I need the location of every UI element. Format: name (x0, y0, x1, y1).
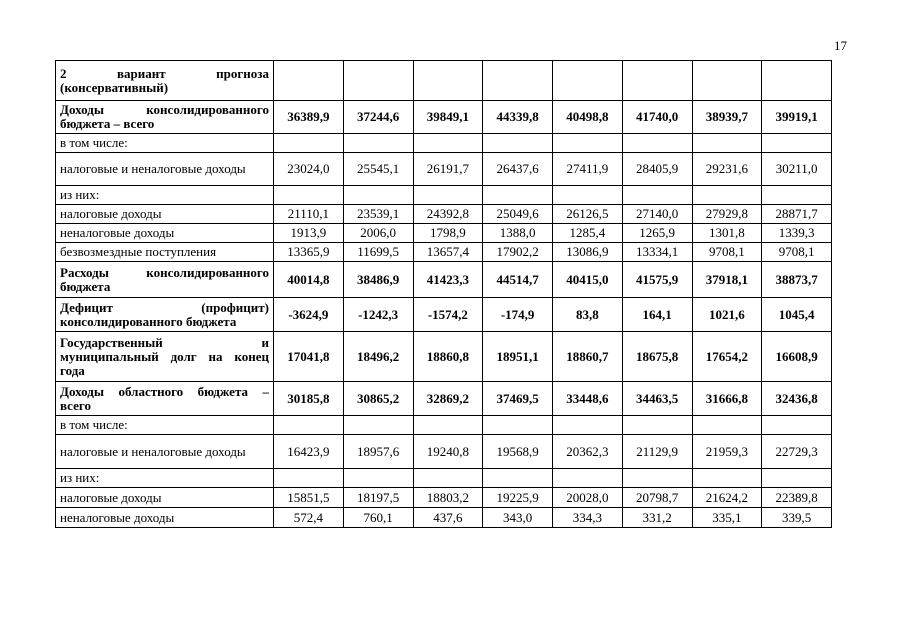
value-cell: 335,1 (692, 508, 762, 528)
value-cell: -1574,2 (413, 298, 483, 332)
value-cell: 18496,2 (343, 332, 413, 382)
table-row (56, 435, 832, 469)
value-cell (413, 186, 483, 205)
value-cell (692, 416, 762, 435)
value-cell: 22389,8 (762, 488, 832, 508)
value-cell: 37918,1 (692, 262, 762, 298)
value-cell: 25049,6 (483, 205, 553, 224)
value-cell: 30185,8 (274, 382, 344, 416)
value-cell: 40014,8 (274, 262, 344, 298)
value-cell: 15851,5 (274, 488, 344, 508)
table-row (56, 61, 832, 101)
value-cell (692, 186, 762, 205)
value-cell (692, 134, 762, 153)
value-cell: 26437,6 (483, 153, 553, 186)
table-row (56, 298, 832, 332)
value-cell: 164,1 (622, 298, 692, 332)
value-cell: 18951,1 (483, 332, 553, 382)
value-cell: 18675,8 (622, 332, 692, 382)
value-cell: 13657,4 (413, 243, 483, 262)
value-cell: 343,0 (483, 508, 553, 528)
value-cell: 34463,5 (622, 382, 692, 416)
value-cell (622, 469, 692, 488)
row-label: безвозмездные поступления (56, 243, 274, 262)
value-cell (762, 186, 832, 205)
value-cell: 1265,9 (622, 224, 692, 243)
value-cell (343, 134, 413, 153)
value-cell: 16608,9 (762, 332, 832, 382)
value-cell (274, 61, 344, 101)
value-cell: 23024,0 (274, 153, 344, 186)
value-cell: 20028,0 (553, 488, 623, 508)
row-label: неналоговые доходы (56, 224, 274, 243)
value-cell: 27929,8 (692, 205, 762, 224)
value-cell (483, 186, 553, 205)
value-cell (343, 186, 413, 205)
value-cell (622, 134, 692, 153)
row-label: Государственный и муниципальный долг на конец года (56, 332, 274, 382)
value-cell: -174,9 (483, 298, 553, 332)
value-cell (413, 61, 483, 101)
value-cell: 21110,1 (274, 205, 344, 224)
value-cell: 18860,7 (553, 332, 623, 382)
value-cell: 22729,3 (762, 435, 832, 469)
value-cell: 32436,8 (762, 382, 832, 416)
value-cell: 17041,8 (274, 332, 344, 382)
value-cell: 16423,9 (274, 435, 344, 469)
value-cell: 18860,8 (413, 332, 483, 382)
value-cell: 38486,9 (343, 262, 413, 298)
value-cell: 19225,9 (483, 488, 553, 508)
value-cell: 23539,1 (343, 205, 413, 224)
value-cell: 1045,4 (762, 298, 832, 332)
value-cell: 1339,3 (762, 224, 832, 243)
value-cell (343, 469, 413, 488)
value-cell: 28405,9 (622, 153, 692, 186)
value-cell: -3624,9 (274, 298, 344, 332)
value-cell: 572,4 (274, 508, 344, 528)
value-cell (553, 416, 623, 435)
value-cell (413, 469, 483, 488)
value-cell: 437,6 (413, 508, 483, 528)
value-cell (483, 61, 553, 101)
value-cell: 20798,7 (622, 488, 692, 508)
value-cell: 44514,7 (483, 262, 553, 298)
value-cell: 9708,1 (762, 243, 832, 262)
value-cell (692, 61, 762, 101)
row-label: Доходы областного бюджета – всего (56, 382, 274, 416)
row-label: в том числе: (56, 416, 274, 435)
table-row (56, 153, 832, 186)
value-cell: 38939,7 (692, 101, 762, 134)
value-cell: 40498,8 (553, 101, 623, 134)
row-label: Дефицит (профицит) консолидированного бюджета (56, 298, 274, 332)
value-cell: 1913,9 (274, 224, 344, 243)
table-row (56, 382, 832, 416)
value-cell (762, 134, 832, 153)
value-cell: 39849,1 (413, 101, 483, 134)
page-number: 17 (834, 38, 847, 53)
value-cell: 24392,8 (413, 205, 483, 224)
table-row (56, 134, 832, 153)
value-cell: 36389,9 (274, 101, 344, 134)
value-cell: 40415,0 (553, 262, 623, 298)
table-row (56, 205, 832, 224)
value-cell: 13365,9 (274, 243, 344, 262)
value-cell: 25545,1 (343, 153, 413, 186)
value-cell: 1301,8 (692, 224, 762, 243)
value-cell: 18957,6 (343, 435, 413, 469)
value-cell: 21624,2 (692, 488, 762, 508)
value-cell: 13334,1 (622, 243, 692, 262)
value-cell: 339,5 (762, 508, 832, 528)
value-cell: 21959,3 (692, 435, 762, 469)
value-cell (553, 186, 623, 205)
value-cell: 9708,1 (692, 243, 762, 262)
value-cell: 37469,5 (483, 382, 553, 416)
value-cell: 18803,2 (413, 488, 483, 508)
value-cell (483, 134, 553, 153)
value-cell: 31666,8 (692, 382, 762, 416)
row-label: Расходы консолидированного бюджета (56, 262, 274, 298)
value-cell: 17902,2 (483, 243, 553, 262)
value-cell (692, 469, 762, 488)
row-label: налоговые доходы (56, 488, 274, 508)
table-row (56, 488, 832, 508)
value-cell: 44339,8 (483, 101, 553, 134)
value-cell: 26191,7 (413, 153, 483, 186)
value-cell (483, 469, 553, 488)
value-cell (413, 416, 483, 435)
table-row (56, 224, 832, 243)
row-label: в том числе: (56, 134, 274, 153)
value-cell: 27140,0 (622, 205, 692, 224)
table-row (56, 416, 832, 435)
value-cell: 29231,6 (692, 153, 762, 186)
row-label: неналоговые доходы (56, 508, 274, 528)
table-row (56, 243, 832, 262)
row-label: Доходы консолидированного бюджета – всего (56, 101, 274, 134)
value-cell: 28871,7 (762, 205, 832, 224)
budget-forecast-table (55, 60, 832, 528)
value-cell: 2006,0 (343, 224, 413, 243)
value-cell: 38873,7 (762, 262, 832, 298)
value-cell (274, 186, 344, 205)
value-cell (553, 134, 623, 153)
value-cell: 41740,0 (622, 101, 692, 134)
value-cell (762, 416, 832, 435)
value-cell (622, 61, 692, 101)
table-row (56, 332, 832, 382)
value-cell: 19568,9 (483, 435, 553, 469)
table-row (56, 262, 832, 298)
value-cell: 41575,9 (622, 262, 692, 298)
value-cell: 1285,4 (553, 224, 623, 243)
value-cell: 1021,6 (692, 298, 762, 332)
row-label: налоговые доходы (56, 205, 274, 224)
value-cell: 32869,2 (413, 382, 483, 416)
value-cell: 331,2 (622, 508, 692, 528)
value-cell (274, 469, 344, 488)
value-cell: 19240,8 (413, 435, 483, 469)
value-cell: 27411,9 (553, 153, 623, 186)
value-cell: 20362,3 (553, 435, 623, 469)
value-cell: -1242,3 (343, 298, 413, 332)
value-cell: 334,3 (553, 508, 623, 528)
value-cell: 11699,5 (343, 243, 413, 262)
value-cell (274, 416, 344, 435)
value-cell (622, 416, 692, 435)
value-cell (483, 416, 553, 435)
value-cell (413, 134, 483, 153)
value-cell: 41423,3 (413, 262, 483, 298)
value-cell: 39919,1 (762, 101, 832, 134)
value-cell: 33448,6 (553, 382, 623, 416)
value-cell (622, 186, 692, 205)
table-row (56, 469, 832, 488)
value-cell: 1388,0 (483, 224, 553, 243)
table-row (56, 508, 832, 528)
value-cell (343, 416, 413, 435)
table-row (56, 186, 832, 205)
row-label: 2 вариант прогноза (консервативный) (56, 61, 274, 101)
value-cell (762, 61, 832, 101)
value-cell (762, 469, 832, 488)
value-cell: 30211,0 (762, 153, 832, 186)
value-cell: 37244,6 (343, 101, 413, 134)
table-row (56, 101, 832, 134)
value-cell: 18197,5 (343, 488, 413, 508)
value-cell (343, 61, 413, 101)
value-cell: 760,1 (343, 508, 413, 528)
value-cell: 1798,9 (413, 224, 483, 243)
value-cell (553, 61, 623, 101)
row-label: налоговые и неналоговые доходы (56, 435, 274, 469)
value-cell: 83,8 (553, 298, 623, 332)
value-cell (553, 469, 623, 488)
value-cell: 17654,2 (692, 332, 762, 382)
row-label: налоговые и неналоговые доходы (56, 153, 274, 186)
value-cell: 21129,9 (622, 435, 692, 469)
row-label: из них: (56, 469, 274, 488)
value-cell: 30865,2 (343, 382, 413, 416)
value-cell: 26126,5 (553, 205, 623, 224)
value-cell: 13086,9 (553, 243, 623, 262)
value-cell (274, 134, 344, 153)
table-body (56, 61, 832, 528)
row-label: из них: (56, 186, 274, 205)
